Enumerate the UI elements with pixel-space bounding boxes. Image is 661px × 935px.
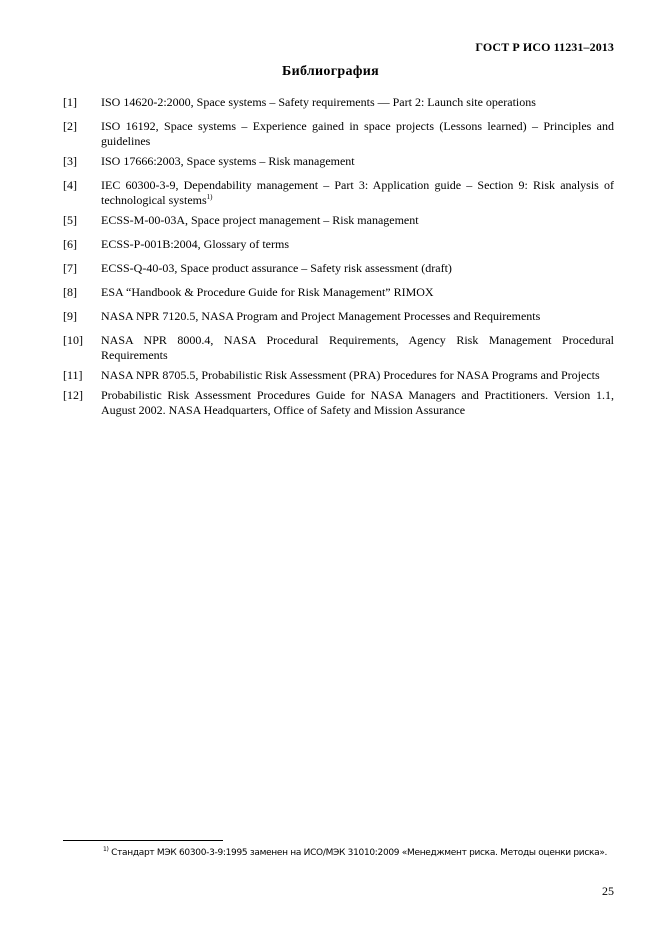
entry-text-container xyxy=(101,178,614,208)
page-title: Библиография xyxy=(282,64,379,79)
entry-number: [1] xyxy=(63,95,77,109)
entry-number: [2] xyxy=(63,119,77,133)
entry-text: NASA NPR 8705.5, Probabilistic Risk Assessment (PRA) Procedures for NASA Programs and Projects xyxy=(101,368,600,382)
entry-text: ESA “Handbook & Procedure Guide for Risk Management” RIMOX xyxy=(101,285,434,299)
bibliography-entry xyxy=(63,154,614,169)
entry-text: ECSS-P-001B:2004, Glossary of terms xyxy=(101,237,290,251)
bibliography-entry xyxy=(63,333,614,363)
entry-text: ISO 16192, Space systems – Experience gained in space projects (Lessons learned) – Principles and guidelines xyxy=(101,119,614,148)
footnote xyxy=(63,846,614,861)
entry-number: [6] xyxy=(63,237,77,251)
entry-text: ISO 14620-2:2000, Space systems – Safety requirements — Part 2: Launch site operations xyxy=(101,95,536,109)
bibliography-entry xyxy=(63,285,614,300)
entry-number: [3] xyxy=(63,154,77,168)
footnote-divider xyxy=(63,840,223,841)
footnote-text: Стандарт МЭК 60300-3-9:1995 заменен на ИСО/МЭК 31010:2009 «Менеджмент риска. Методы оценки риска». xyxy=(111,848,608,858)
bibliography-entry xyxy=(63,368,614,383)
footnote-reference: 1) xyxy=(206,193,213,201)
entry-number: [9] xyxy=(63,309,77,323)
bibliography-entry xyxy=(63,388,614,418)
entry-text: IEC 60300-3-9, Dependability management – Part 3: Application guide – Section 9: Risk analysis of technological systems xyxy=(101,178,614,207)
entry-text: Probabilistic Risk Assessment Procedures Guide for NASA Managers and Practitioners. Version 1.1, August 2002. NASA Headquarters, Office of Safety and Mission Assurance xyxy=(101,388,614,417)
bibliography-list xyxy=(63,95,614,423)
bibliography-entry xyxy=(63,95,614,110)
bibliography-entry xyxy=(63,237,614,252)
entry-text: ISO 17666:2003, Space systems – Risk management xyxy=(101,154,355,168)
entry-number: [12] xyxy=(63,388,83,402)
entry-text: NASA NPR 7120.5, NASA Program and Project Management Processes and Requirements xyxy=(101,309,541,323)
entry-text: ECSS-Q-40-03, Space product assurance – Safety risk assessment (draft) xyxy=(101,261,452,275)
bibliography-entry xyxy=(63,119,614,149)
bibliography-entry xyxy=(63,261,614,276)
footnote-marker: 1) xyxy=(103,846,109,853)
bibliography-entry xyxy=(63,309,614,324)
page-number: 25 xyxy=(602,884,614,898)
entry-number: [7] xyxy=(63,261,77,275)
entry-number: [4] xyxy=(63,178,77,192)
entry-text: ECSS-M-00-03A, Space project management – Risk management xyxy=(101,213,419,227)
entry-number: [5] xyxy=(63,213,77,227)
entry-number: [11] xyxy=(63,368,83,382)
bibliography-entry xyxy=(63,178,614,208)
entry-text: NASA NPR 8000.4, NASA Procedural Requirements, Agency Risk Management Procedural Requirements xyxy=(101,333,614,362)
entry-number: [10] xyxy=(63,333,83,347)
entry-number: [8] xyxy=(63,285,77,299)
bibliography-entry xyxy=(63,213,614,228)
document-code: ГОСТ Р ИСО 11231–2013 xyxy=(475,40,614,54)
